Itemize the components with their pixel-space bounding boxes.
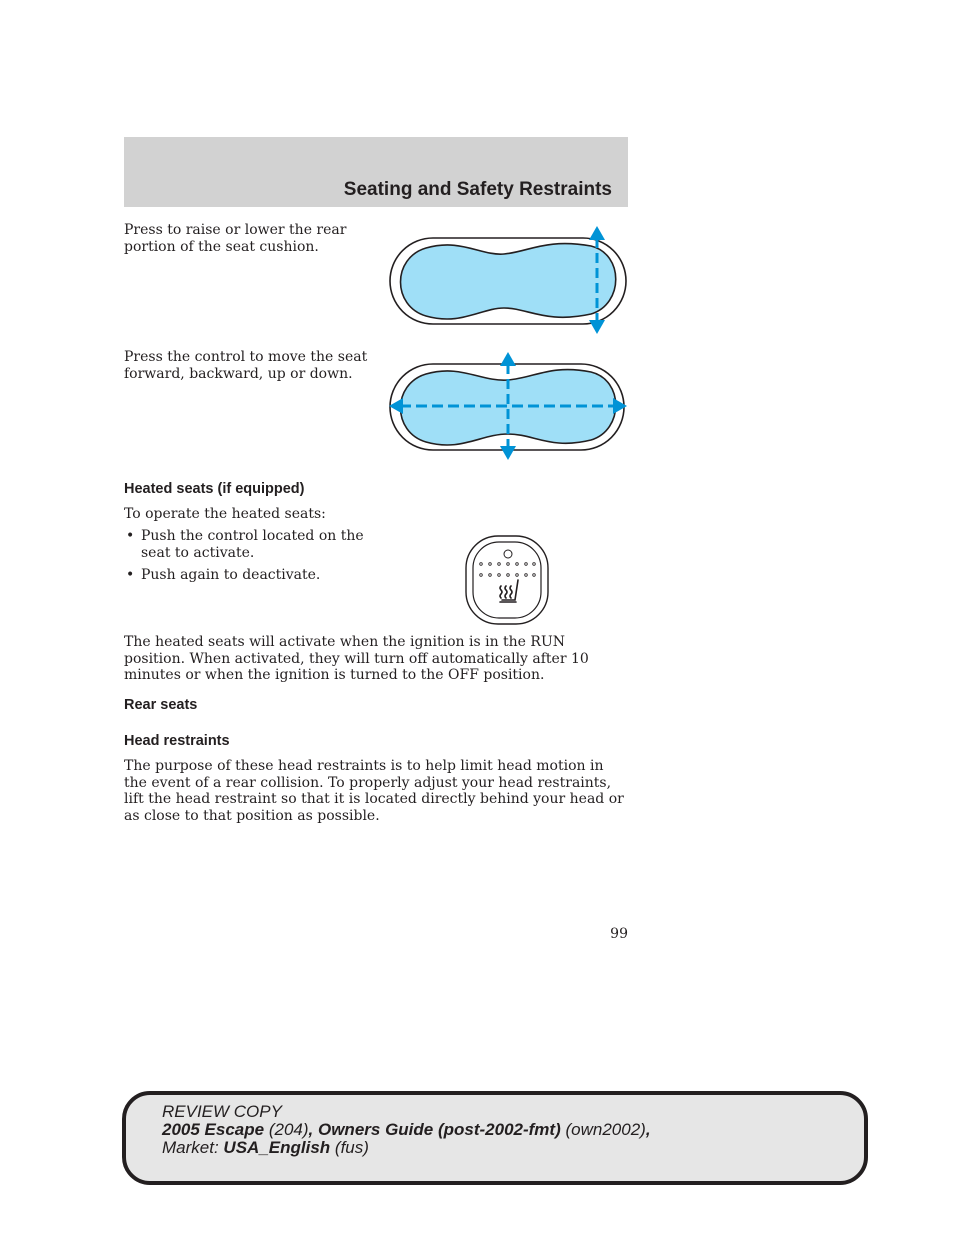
head-restraints-heading: Head restraints	[124, 733, 230, 749]
section-header-band	[124, 137, 628, 207]
footer-guide-code: (own2002)	[565, 1120, 646, 1139]
footer-guide: Owners Guide (post-2002-fmt)	[317, 1120, 561, 1139]
seat-4way-control-figure	[386, 350, 630, 462]
heated-seats-description: The heated seats will activate when the ignition is in the RUN position. When activated, they will turn off automatically after 10 minutes or when the ignition is turned to the OFF position.	[124, 634, 589, 683]
cushion-instruction: Press to raise or lower the rear portion of the seat cushion.	[124, 222, 347, 255]
list-item-text: Push again to deactivate.	[141, 567, 321, 583]
cushion-tilt-control-figure	[386, 224, 630, 336]
footer-separator: ,	[645, 1120, 651, 1139]
heated-seats-steps	[124, 528, 374, 590]
heated-seats-intro: To operate the heated seats:	[124, 506, 326, 522]
footer-market-code: (fus)	[334, 1138, 369, 1157]
arrow-down-icon	[500, 446, 516, 460]
footer-market: USA_English	[223, 1138, 331, 1157]
footer-model-code: (204)	[268, 1120, 309, 1139]
review-copy-label: REVIEW COPY	[162, 1102, 282, 1121]
rear-seats-heading: Rear seats	[124, 697, 198, 713]
list-item	[124, 567, 374, 584]
heated-seat-switch-figure	[464, 534, 550, 626]
move-instruction: Press the control to move the seat forward, backward, up or down.	[124, 349, 368, 382]
bullet-icon: •	[126, 528, 135, 544]
review-copy-footer	[122, 1091, 868, 1185]
head-restraints-description: The purpose of these head restraints is to help limit head motion in the event of a rear collision. To properly adjust your head restraints, lift the head restraint so that it is located directly behind your head or as close to that position as possible.	[124, 758, 624, 824]
page-number: 99	[610, 926, 628, 942]
footer-model: 2005 Escape	[162, 1120, 265, 1139]
section-title: Seating and Safety Restraints	[343, 179, 612, 200]
footer-text	[162, 1103, 651, 1157]
heated-seats-heading: Heated seats (if equipped)	[124, 481, 305, 497]
indicator-lamp-icon	[504, 550, 512, 558]
arrow-up-icon	[500, 352, 516, 366]
footer-separator: ,	[308, 1120, 314, 1139]
bullet-icon: •	[126, 567, 135, 583]
list-item	[124, 528, 374, 561]
footer-market-label: Market:	[162, 1138, 219, 1157]
arrow-down-icon	[589, 320, 605, 334]
list-item-text: Push the control located on the seat to activate.	[141, 528, 364, 561]
arrow-up-icon	[589, 226, 605, 240]
control-switch-pad	[401, 244, 616, 319]
